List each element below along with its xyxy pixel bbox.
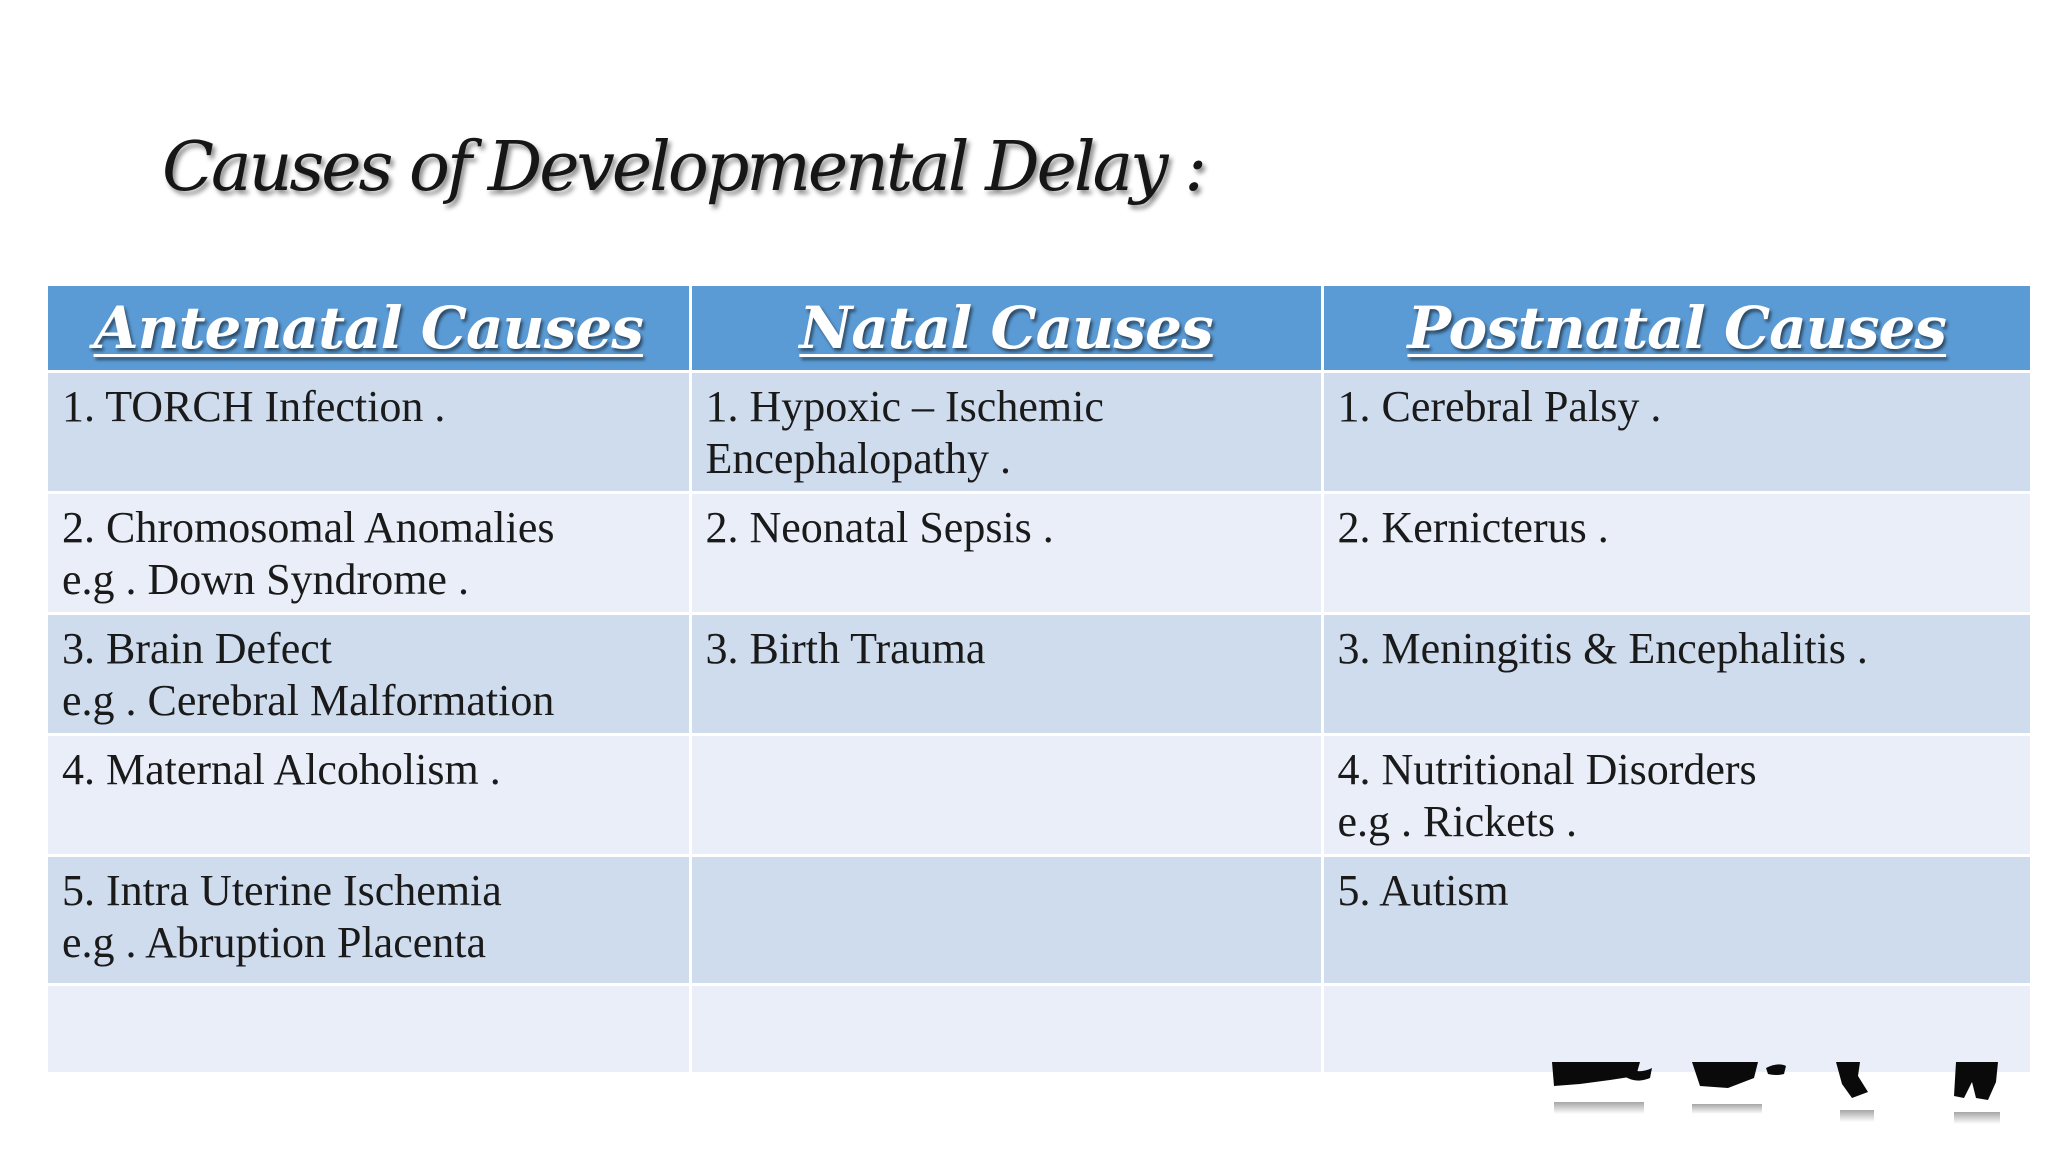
cell-text: 1. Cerebral Palsy . bbox=[1337, 382, 1662, 431]
cell-text: 2. Neonatal Sepsis . bbox=[705, 503, 1054, 552]
natal-cell bbox=[690, 985, 1322, 1073]
causes-table bbox=[48, 286, 2030, 1072]
cell-text: e.g . Abruption Placenta bbox=[62, 918, 487, 967]
cell-text: 5. Intra Uterine Ischemia bbox=[62, 866, 502, 915]
cell-text: 1. TORCH Infection . bbox=[62, 382, 446, 431]
natal-cell bbox=[690, 614, 1322, 735]
natal-cell bbox=[690, 372, 1322, 493]
cell-text: Encephalopathy . bbox=[705, 434, 1011, 483]
natal-cell bbox=[690, 735, 1322, 856]
antenatal-cell bbox=[48, 614, 690, 735]
cell-text: e.g . Cerebral Malformation bbox=[62, 676, 555, 725]
cell-text: e.g . Down Syndrome . bbox=[62, 555, 469, 604]
antenatal-cell bbox=[48, 856, 690, 985]
header-postnatal-causes: Postnatal Causes bbox=[1322, 286, 2030, 372]
postnatal-cell bbox=[1322, 372, 2030, 493]
cell-text: e.g . Rickets . bbox=[1337, 797, 1578, 846]
cell-text: 3. Brain Defect bbox=[62, 624, 332, 673]
postnatal-cell bbox=[1322, 493, 2030, 614]
header-natal-causes: Natal Causes bbox=[690, 286, 1322, 372]
table-row bbox=[48, 735, 2030, 856]
postnatal-cell bbox=[1322, 985, 2030, 1073]
cell-text: 4. Maternal Alcoholism . bbox=[62, 745, 501, 794]
cell-text: 2. Kernicterus . bbox=[1337, 503, 1609, 552]
table-row bbox=[48, 493, 2030, 614]
slide-title: Causes of Developmental Delay : bbox=[162, 128, 1205, 207]
cell-text: 1. Hypoxic – Ischemic bbox=[705, 382, 1104, 431]
natal-cell bbox=[690, 856, 1322, 985]
cell-text: 3. Meningitis & Encephalitis . bbox=[1337, 624, 1868, 673]
natal-cell bbox=[690, 493, 1322, 614]
antenatal-cell bbox=[48, 985, 690, 1073]
cell-text: 4. Nutritional Disorders bbox=[1337, 745, 1757, 794]
table-row bbox=[48, 985, 2030, 1073]
table-row bbox=[48, 614, 2030, 735]
antenatal-cell bbox=[48, 372, 690, 493]
cell-text: 3. Birth Trauma bbox=[705, 624, 986, 673]
children-silhouettes-icon bbox=[1540, 1062, 2010, 1152]
header-antenatal-causes: Antenatal Causes bbox=[48, 286, 690, 372]
table-row bbox=[48, 372, 2030, 493]
antenatal-cell bbox=[48, 735, 690, 856]
table-header-row bbox=[48, 286, 2030, 372]
table-row bbox=[48, 856, 2030, 985]
postnatal-cell bbox=[1322, 735, 2030, 856]
cell-text: 5. Autism bbox=[1337, 866, 1509, 915]
cell-text: 2. Chromosomal Anomalies bbox=[62, 503, 555, 552]
postnatal-cell bbox=[1322, 856, 2030, 985]
antenatal-cell bbox=[48, 493, 690, 614]
postnatal-cell bbox=[1322, 614, 2030, 735]
